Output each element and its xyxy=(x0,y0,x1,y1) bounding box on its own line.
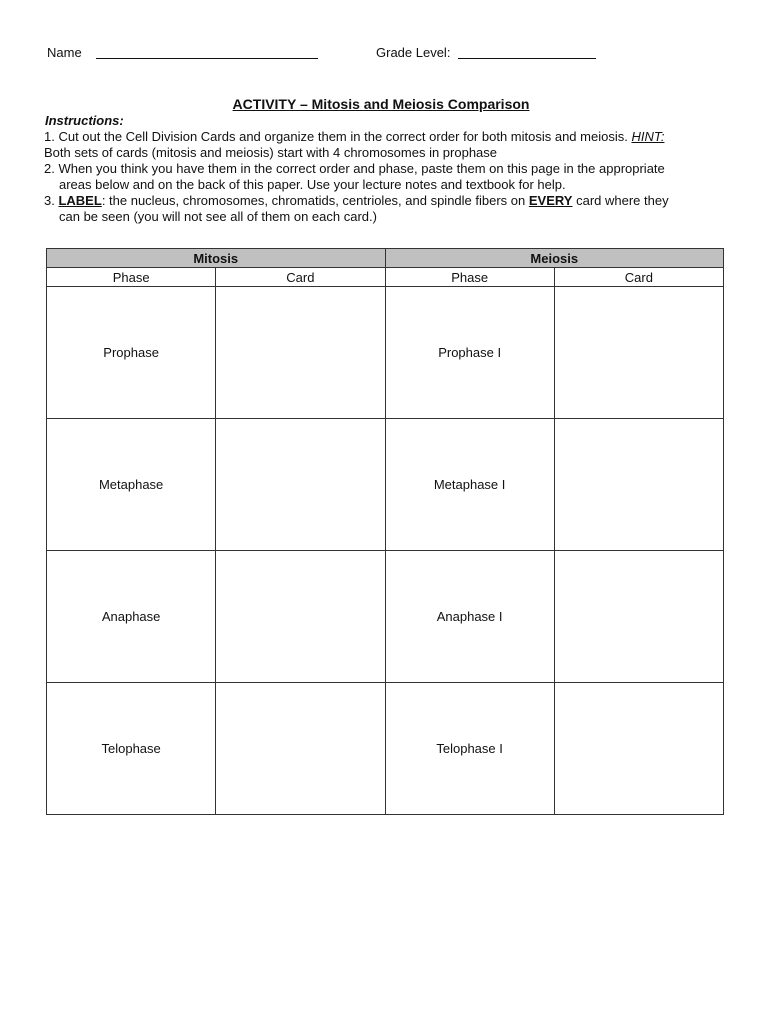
table-row xyxy=(47,419,724,551)
instruction-item-3-line-2: can be seen (you will not see all of them on each card.) xyxy=(59,209,377,224)
mitosis-phase-cell: Prophase xyxy=(47,287,216,419)
name-blank-line[interactable] xyxy=(96,58,318,59)
comparison-table xyxy=(46,248,724,815)
meiosis-phase-column-header: Phase xyxy=(385,268,554,287)
meiosis-phase-cell: Metaphase I xyxy=(385,419,554,551)
meiosis-card-column-header: Card xyxy=(554,268,723,287)
instruction-1-text: 1. Cut out the Cell Division Cards and organize them in the correct order for both mitosis and meiosis. xyxy=(44,129,628,144)
instruction-1-hint: HINT: xyxy=(631,129,665,144)
instructions-heading: Instructions: xyxy=(45,113,124,128)
meiosis-card-slot[interactable] xyxy=(554,551,723,683)
instruction-3-end: card where they xyxy=(576,193,669,208)
mitosis-card-column-header: Card xyxy=(216,268,385,287)
meiosis-header: Meiosis xyxy=(385,249,724,268)
instruction-3-label-keyword: LABEL xyxy=(58,193,102,208)
meiosis-phase-cell: Anaphase I xyxy=(385,551,554,683)
mitosis-card-slot[interactable] xyxy=(216,683,385,815)
mitosis-card-slot[interactable] xyxy=(216,551,385,683)
name-label: Name xyxy=(47,45,82,60)
instruction-item-2-line-1: 2. When you think you have them in the correct order and phase, paste them on this page in the appropriate xyxy=(44,161,665,176)
table-row xyxy=(47,551,724,683)
meiosis-card-slot[interactable] xyxy=(554,287,723,419)
meiosis-card-slot[interactable] xyxy=(554,683,723,815)
instruction-item-1 xyxy=(44,129,734,145)
mitosis-phase-cell: Telophase xyxy=(47,683,216,815)
mitosis-header: Mitosis xyxy=(47,249,386,268)
group-header-row xyxy=(47,249,724,268)
meiosis-phase-cell: Telophase I xyxy=(385,683,554,815)
instructions-block xyxy=(44,113,734,225)
mitosis-phase-column-header: Phase xyxy=(47,268,216,287)
instruction-item-2-line-2: areas below and on the back of this paper. Use your lecture notes and textbook for help. xyxy=(59,177,566,192)
instruction-3-number: 3. xyxy=(44,193,55,208)
meiosis-card-slot[interactable] xyxy=(554,419,723,551)
mitosis-phase-cell: Anaphase xyxy=(47,551,216,683)
meiosis-phase-cell: Prophase I xyxy=(385,287,554,419)
instruction-3-middle: : the nucleus, chromosomes, chromatids, centrioles, and spindle fibers on xyxy=(101,193,526,208)
instruction-item-1-continued: Both sets of cards (mitosis and meiosis) start with 4 chromosomes in prophase xyxy=(44,145,498,160)
grade-level-blank-line[interactable] xyxy=(458,58,596,59)
activity-title: ACTIVITY – Mitosis and Meiosis Comparison xyxy=(232,96,530,112)
mitosis-card-slot[interactable] xyxy=(216,287,385,419)
subheader-row xyxy=(47,268,724,287)
instruction-item-3 xyxy=(44,193,734,209)
mitosis-phase-cell: Metaphase xyxy=(47,419,216,551)
grade-level-label: Grade Level: xyxy=(376,45,451,60)
table-row xyxy=(47,683,724,815)
instruction-3-every-keyword: EVERY xyxy=(528,193,573,208)
table-row xyxy=(47,287,724,419)
mitosis-card-slot[interactable] xyxy=(216,419,385,551)
